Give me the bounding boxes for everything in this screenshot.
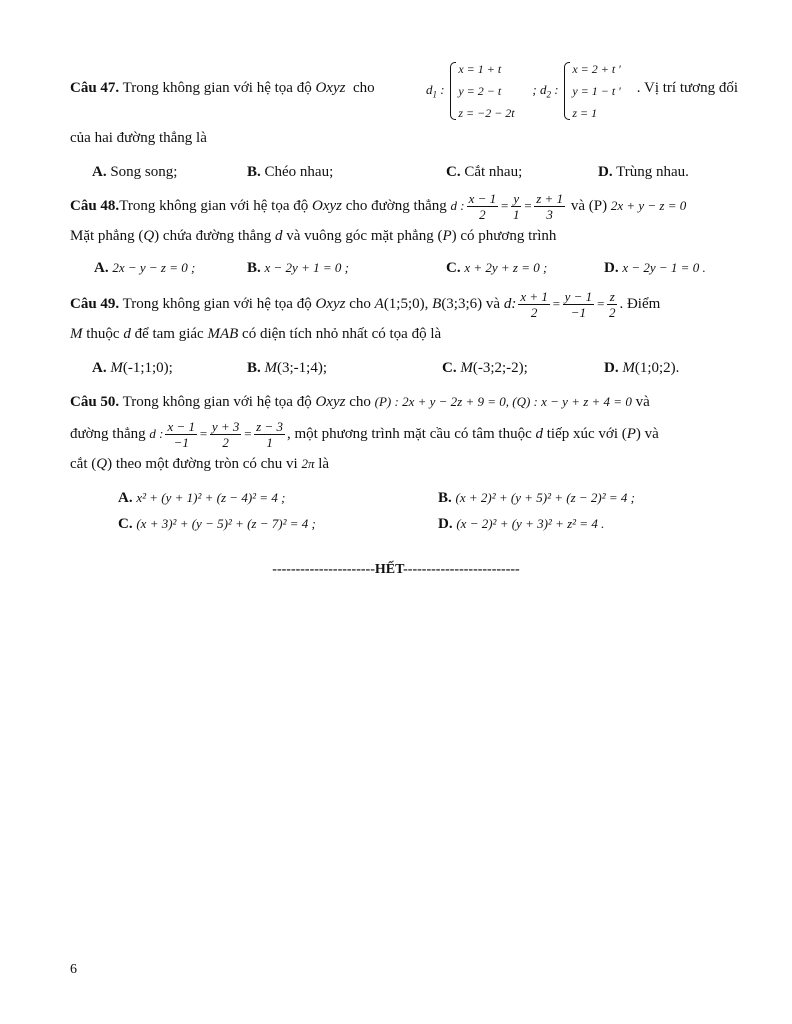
q47-line1 (70, 58, 738, 124)
q50-option-c[interactable]: C. (x + 3)² + (y − 5)² + (z − 7)² = 4 ; (118, 516, 316, 532)
q47-d1-system (448, 58, 514, 124)
page-number: 6 (70, 962, 77, 977)
q47-option-b[interactable]: B. Chéo nhau; (247, 164, 334, 180)
q48-d-prefix: d : (450, 198, 465, 213)
q47-d1-eq-x: x = 1 + t (458, 62, 502, 76)
q48-option-d[interactable]: D. x − 2y − 1 = 0 . (604, 260, 706, 276)
q48-and-p: và (P) (570, 198, 608, 214)
q48-label: Câu 48. (70, 198, 120, 214)
q49-text-before: Trong không gian với hệ tọa độ (122, 296, 312, 312)
q47-d1-eq-y: y = 2 − t (458, 84, 502, 98)
q47-option-c[interactable]: C. Cắt nhau; (446, 164, 523, 180)
q48-option-c[interactable]: C. x + 2y + z = 0 ; (446, 260, 548, 276)
end-marker: ----------------------HẾT------------------------- (272, 562, 520, 577)
q48-frac-x: $\frac{x - 1}{2}$ (468, 191, 497, 223)
q47-d1-eq-z: z = −2 − 2t (458, 106, 515, 120)
q50-line2: đường thẳng d : $\frac{x - 1}{-1}$ = $\frac{y + 3}{2}$ = $\frac{z - 3}{1}$ , một phương trình mặt cầu có tâm thuộc d tiếp xúc với (P) và (70, 419, 659, 451)
question-49 (70, 286, 738, 376)
q50-option-b[interactable]: B. (x + 2)² + (y + 5)² + (z − 2)² = 4 ; (438, 490, 635, 506)
q48-line1: Câu 48.Trong không gian với hệ tọa độ Oxyz cho đường thẳng d : $\frac{x - 1}{2}$ = $\frac{y}{1}$ = $\frac{z + 1}{3}$ và (P) 2x + y − z = 0 (70, 191, 687, 223)
question-50 (70, 392, 738, 532)
q49-frac-y: $\frac{y - 1}{-1}$ (564, 289, 593, 321)
q47-d2-eq-z: z = 1 (572, 106, 598, 120)
q48-frac-y: $\frac{y}{1}$ (512, 191, 520, 223)
question-48 (70, 188, 738, 276)
q47-text-before: Trong không gian với hệ tọa độ (122, 80, 312, 96)
q48-text-before: Trong không gian với hệ tọa độ (119, 198, 309, 214)
q48-text-mid: cho đường thẳng (345, 198, 447, 214)
q50-frac-z: $\frac{z - 3}{1}$ (256, 419, 283, 451)
q50-label: Câu 50. (70, 394, 120, 410)
q47-text-after: . Vị trí tương đối (636, 80, 738, 96)
q50-frac-y: $\frac{y + 3}{2}$ (211, 419, 240, 451)
q47-d2-system (562, 58, 620, 124)
q47-d2-eq-x: x = 2 + t ' (572, 62, 621, 76)
q47-label: Câu 47. (70, 80, 120, 96)
q47-d2-eq-y: y = 1 − t ' (572, 84, 621, 98)
q50-option-a[interactable]: A. x² + (y + 1)² + (z − 4)² = 4 ; (118, 490, 286, 506)
q47-space: Oxyz (315, 80, 346, 96)
q50-option-d[interactable]: D. (x − 2)² + (y + 3)² + z² = 4 . (438, 516, 605, 532)
q49-frac-z: $\frac{z}{2}$ (608, 289, 616, 321)
q47-system (426, 58, 621, 124)
q48-frac-z: $\frac{z + 1}{3}$ (536, 191, 564, 223)
q50-line3: cắt (Q) theo một đường tròn có chu vi 2π là (70, 456, 330, 472)
q49-option-b[interactable]: B. M(3;-1;4); (247, 360, 328, 376)
q47-line2: của hai đường thẳng là (70, 130, 207, 146)
q49-option-a[interactable]: A. M(-1;1;0); (92, 360, 173, 376)
q47-option-a[interactable]: A. Song song; (92, 164, 178, 180)
q49-frac-x: $\frac{x + 1}{2}$ (520, 289, 548, 321)
q48-option-a[interactable]: A. 2x − y − z = 0 ; (94, 260, 196, 276)
q48-space: Oxyz (311, 198, 342, 214)
question-47 (70, 58, 738, 180)
q50-line1: Câu 50. Trong không gian với hệ tọa độ Oxyz cho (P) : 2x + y − 2z + 9 = 0, (Q) : x − y + z + 4 = 0 và (70, 394, 650, 410)
q48-p-eq: 2x + y − z = 0 (610, 198, 687, 213)
q49-option-c[interactable]: C. M(-3;2;-2); (442, 360, 528, 376)
q47-d2-name: ; $d_2$ : (532, 82, 559, 100)
q48-line2: Mặt phẳng (Q) chứa đường thẳng d và vuông góc mặt phẳng (P) có phương trình (70, 228, 557, 244)
q49-line1: Câu 49. Trong không gian với hệ tọa độ Oxyz cho A(1;5;0), B(3;3;6) và d: $\frac{x + 1}{2}$ = $\frac{y - 1}{-1}$ = $\frac{z}{2}$ . Điểm (70, 289, 661, 321)
q47-option-d[interactable]: D. Trùng nhau. (598, 164, 689, 180)
q49-label: Câu 49. (70, 296, 120, 312)
q50-space: Oxyz (315, 394, 346, 410)
q49-line2: M thuộc d để tam giác MAB có diện tích nhỏ nhất có tọa độ là (70, 326, 442, 342)
q47-d1-name: $d_1$ : (426, 82, 445, 100)
q49-space: Oxyz (315, 296, 346, 312)
q50-text-before: Trong không gian với hệ tọa độ (122, 394, 312, 410)
q50-planes: (P) : 2x + y − 2z + 9 = 0, (Q) : x − y + z + 4 = 0 (374, 394, 632, 409)
q47-cho: cho (352, 80, 375, 96)
q49-option-d[interactable]: D. M(1;0;2). (604, 360, 680, 376)
q48-option-b[interactable]: B. x − 2y + 1 = 0 ; (247, 260, 349, 276)
q50-frac-x: $\frac{x - 1}{-1}$ (167, 419, 196, 451)
